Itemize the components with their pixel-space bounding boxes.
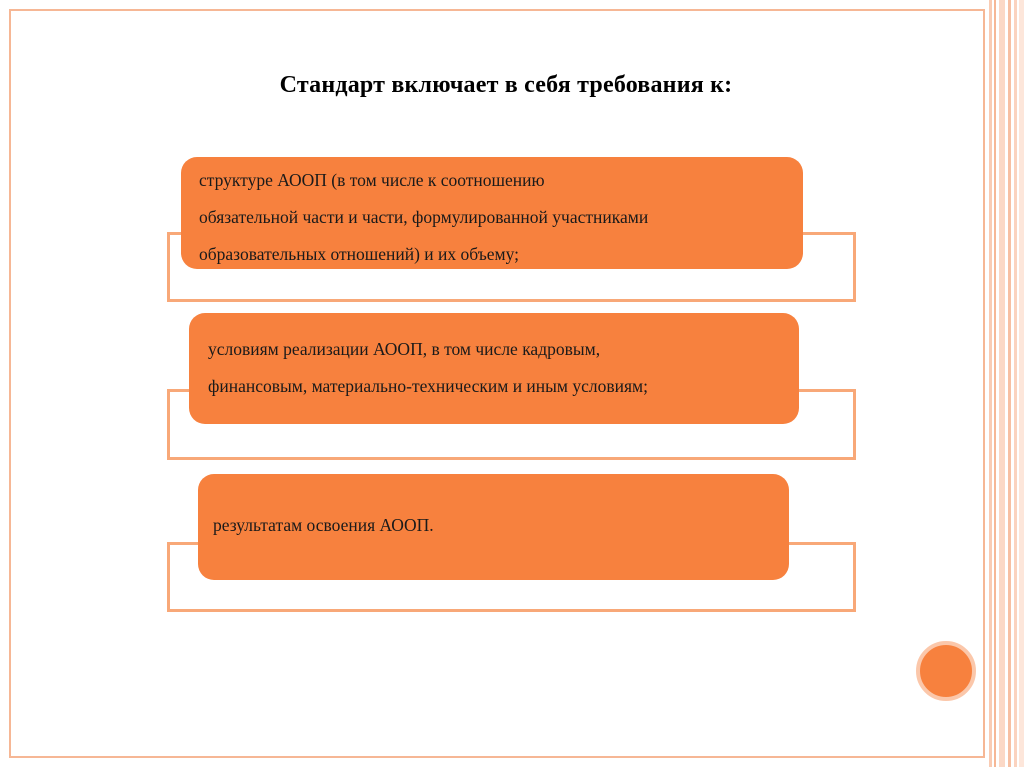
requirement-text-line: обязательной части и части, формулированной участниками: [199, 207, 649, 227]
frame-left-line: [9, 9, 11, 758]
decorative-stripe: [1014, 0, 1017, 767]
frame-bottom-line: [9, 756, 985, 758]
requirement-text-line: финансовым, материально-техническим и иным условиям;: [208, 376, 648, 396]
decorative-stripe: [989, 0, 992, 767]
decorative-circle: [916, 641, 976, 701]
decorative-stripe: [994, 0, 996, 767]
requirement-text-line: условиям реализации АООП, в том числе кадровым,: [208, 339, 601, 359]
frame-top-line: [9, 9, 985, 11]
requirement-text-line: результатам освоения АООП.: [213, 515, 434, 535]
requirement-box-structure: [181, 157, 803, 269]
frame-right-line: [983, 9, 985, 758]
requirement-box-results: [198, 474, 789, 580]
requirement-box-conditions: [189, 313, 799, 424]
decorative-stripe: [999, 0, 1005, 767]
requirement-text-line: структуре АООП (в том числе к соотношению: [199, 170, 545, 190]
slide-title: Стандарт включает в себя требования к:: [279, 72, 733, 98]
decorative-stripe: [1019, 0, 1024, 767]
decorative-stripe: [1008, 0, 1011, 767]
requirement-text-line: образовательных отношений) и их объему;: [199, 244, 519, 264]
